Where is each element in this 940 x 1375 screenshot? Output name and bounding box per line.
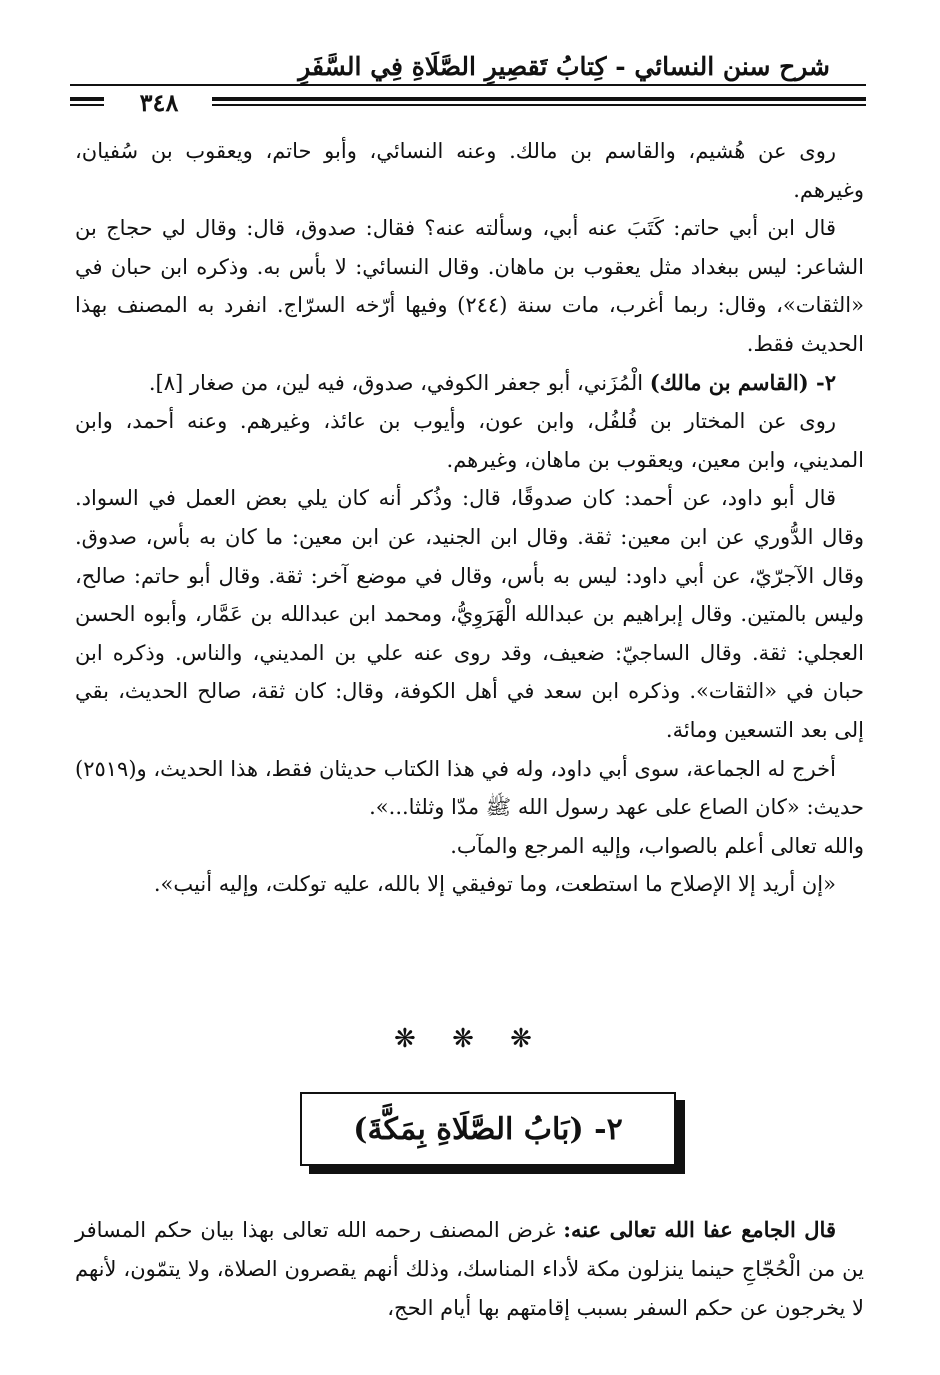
narrator-description: الْمُزَني، أبو جعفر الكوفي، صدوق، فيه لين، من صغار [٨]. — [148, 370, 650, 395]
paragraph: قال أبو داود، عن أحمد: كان صدوقًا، قال: وذُكر أنه كان يلي بعض العمل في السواد. وقال الدُّوري عن ابن معين: ثقة. وقال ابن الجنيد، عن ابن معين: ما كان به بأس، صدوق. وقال الآجرّيّ، عن أبي داود: ليس به بأس، وقال في موضع آخر: ثقة. وقال أبو حاتم: صالح، وليس بالمتين. وقال إبراهيم بن عبدالله الْهَرَوِيُّ، ومحمد ابن عبدالله بن عَمَّار، وأبوه الحسن العجلي: ثقة. وقال الساجيّ: ضعيف، وقد روى عنه علي بن المديني، والناس. وذكره ابن حبان في «الثقات». وذكره ابن سعد في أهل الكوفة، وقال: كان ثقة، صالح الحديث، بقي إلى بعد التسعين ومائة. — [75, 486, 864, 742]
closing-quote: «إن أريد إلا الإصلاح ما استطعت، وما توفيقي إلا بالله، عليه توكلت، وإليه أنيب». — [153, 872, 836, 897]
paragraph: أخرج له الجماعة، سوى أبي داود، وله في هذا الكتاب حديثان فقط، هذا الحديث، و(٢٥١٩) حديث: «كان الصاع على عهد رسول الله ﷺ مدّا وثلثا...». — [75, 756, 864, 820]
header-double-rule — [212, 97, 866, 101]
main-text — [75, 132, 864, 904]
paragraph: قال ابن أبي حاتم: كَتَبَ عنه أبي، وسألته عنه؟ فقال: صدوق، قال: وقال لي حجاج بن الشاعر: ليس ببغداد مثل يعقوب بن ماهان. وقال النسائي: لا بأس به. وذكره ابن حبان في «الثقات»، وقال: ربما أغرب، مات سنة (٢٤٤) وفيها أرّخه السرّاج. انفرد به المصنف بهذا الحديث فقط. — [75, 216, 864, 356]
narrator-name: ٢- (القاسم بن مالك) — [649, 369, 836, 395]
paragraph: روى عن هُشيم، والقاسم بن مالك. وعنه النسائي، وأبو حاتم، ويعقوب بن سُفيان، وغيرهم. — [75, 139, 864, 202]
chapter-title: ٢- (بَابُ الصَّلَاةِ بِمَكَّةَ) — [353, 1111, 623, 1147]
header-double-rule — [70, 104, 104, 106]
header-double-rule — [70, 97, 104, 101]
chapter-heading-box — [300, 1092, 676, 1166]
narrator-entry — [75, 364, 864, 403]
chapter-intro-text — [75, 1210, 864, 1328]
page-number: ٣٤٨ — [114, 88, 204, 117]
running-header-title: شرح سنن النسائي - كِتابُ تَقصِيرِ الصَّلَاةِ فِي السَّفَرِ — [298, 52, 830, 81]
section-separator: ❋ ❋ ❋ — [394, 1024, 546, 1054]
author-lead: قال الجامع عفا الله تعالى عنه: — [563, 1217, 836, 1242]
paragraph: والله تعالى أعلم بالصواب، وإليه المرجع والمآب. — [450, 833, 864, 858]
paragraph-text: غرض المصنف رحمه الله تعالى بهذا بيان حكم المسافر ين من الْحُجّاجِ حينما ينزلون مكة لأداء المناسك، وذلك أنهم يقصرون الصلاة، ولا يتمّون، لأنهم لا يخرجون عن حكم السفر بسبب إقامتهم بها أيام الحج، — [75, 1218, 864, 1320]
header-rule — [70, 84, 866, 86]
paragraph — [75, 1210, 864, 1328]
header-double-rule — [212, 104, 866, 106]
paragraph: روى عن المختار بن فُلفُل، وابن عون، وأيوب بن عائذ، وغيرهم. وعنه أحمد، وابن المديني، وابن معين، ويعقوب بن ماهان، وغيرهم. — [75, 409, 864, 472]
